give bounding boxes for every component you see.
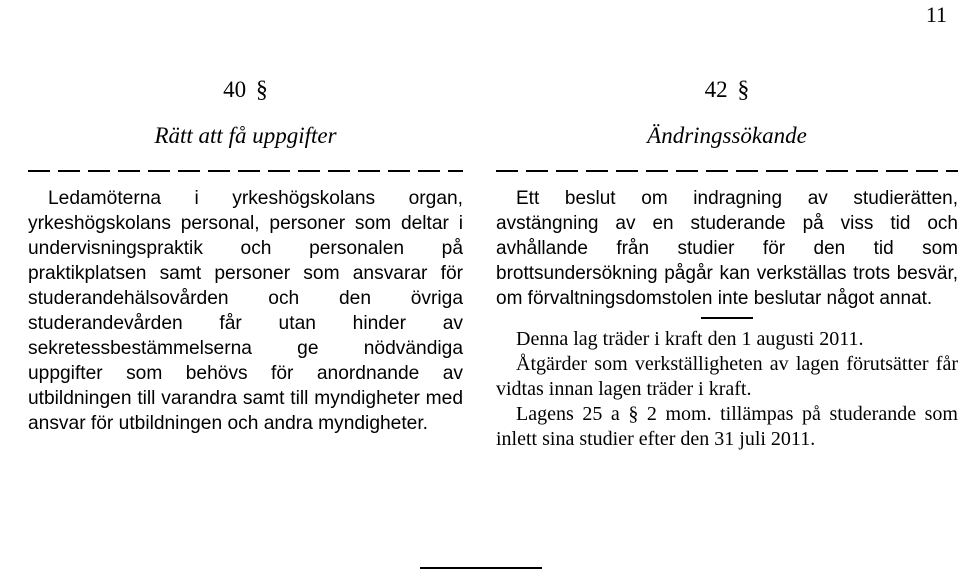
page-number: 11 xyxy=(925,2,947,27)
entry-into-force-paragraph: Denna lag träder i kraft den 1 augusti 2011. xyxy=(516,327,864,350)
section-end-rule xyxy=(701,317,753,319)
left-column xyxy=(28,70,463,436)
section-sign: § xyxy=(255,77,268,103)
section-number: 42 xyxy=(704,77,728,102)
dashed-separator xyxy=(496,170,958,172)
right-column xyxy=(496,70,958,452)
section-title: Rätt att få uppgifter xyxy=(154,123,337,148)
section-number: 40 xyxy=(223,77,247,102)
section-sign: § xyxy=(737,77,750,103)
section-heading-42 xyxy=(496,70,958,110)
transition-measures-paragraph: Åtgärder som verkställigheten av lagen förutsätter får vidtas innan lagen träder i kraft. xyxy=(496,352,958,400)
document-end-rule xyxy=(420,567,542,569)
section-heading-40 xyxy=(28,70,463,110)
application-paragraph: Lagens 25 a § 2 mom. tillämpas på studerande som inlett sina studier efter den 31 juli 2011. xyxy=(496,402,958,450)
dashed-separator xyxy=(28,170,463,172)
section-body: Ett beslut om indragning av studierätten, avstängning av en studerande på viss tid och avhållande från studier för den tid som brottsundersökning pågår kan verkställas trots besvär, om förvaltningsdomstolen inte beslutar något annat. xyxy=(496,188,958,309)
section-title: Ändringssökande xyxy=(647,123,807,148)
section-body: Ledamöterna i yrkeshögskolans organ, yrkeshögskolans personal, personer som deltar i undervisningspraktik och personalen på praktikplatsen samt personer som ansvarar för studerandehälsovården och den övriga studerandevården får utan hinder av sekretessbestämmelserna ge nödvändiga uppgifter som behövs för anordnande av utbildningen till varandra samt till myndigheter med ansvar för utbildningen och andra myndigheter. xyxy=(28,188,463,434)
